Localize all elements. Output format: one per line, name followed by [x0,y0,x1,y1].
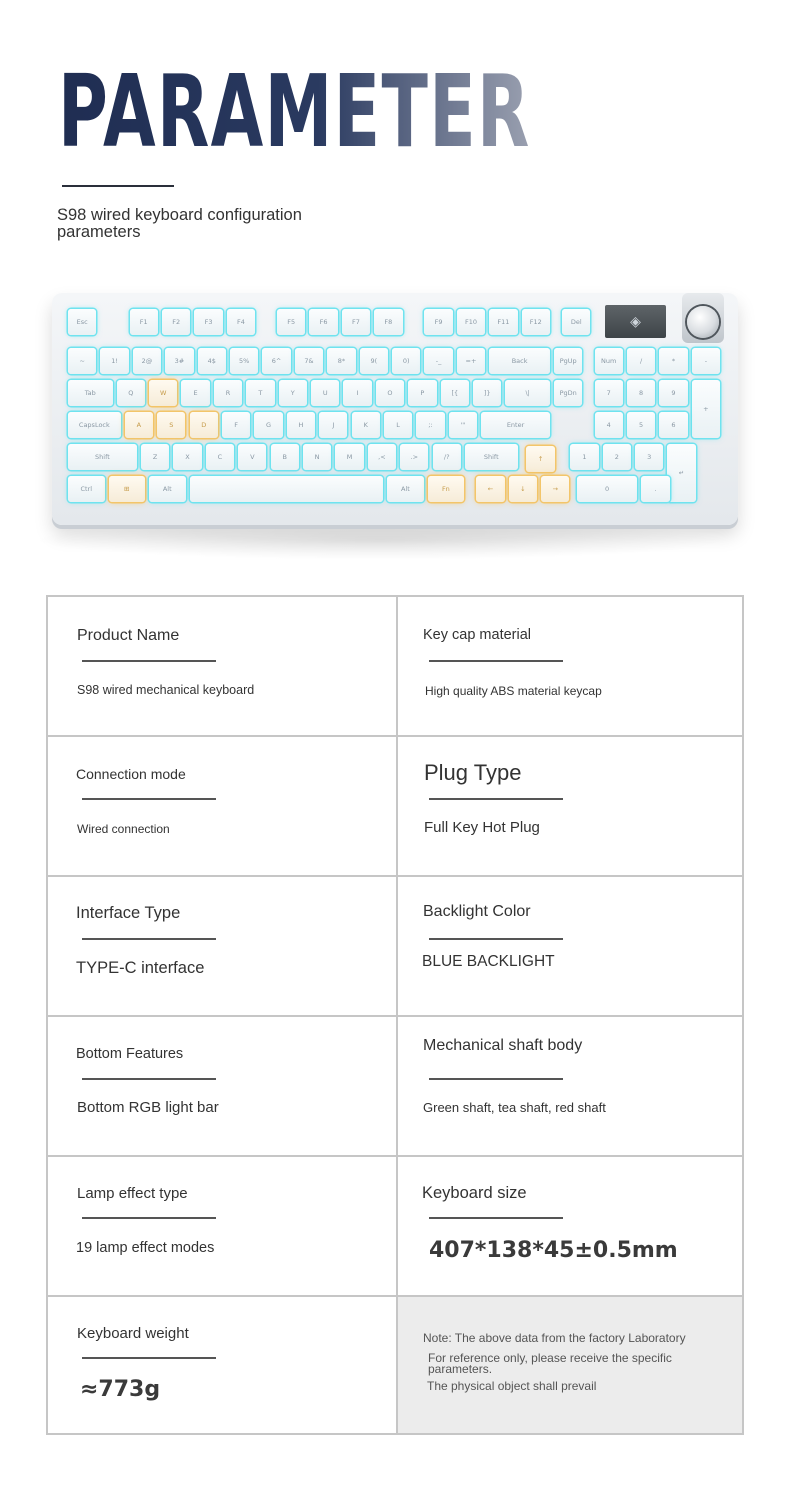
keyboard-key: 2@ [133,348,161,374]
spec-label-keyboard-weight: Keyboard weight [77,1325,189,1342]
keyboard-key: L [384,412,412,438]
keyboard-key: 0) [392,348,420,374]
keyboard-key: ↵ [667,444,695,502]
keyboard-key: 2 [603,444,631,470]
keyboard-key: ↑ [526,446,554,472]
keyboard-key: G [254,412,282,438]
spec-label-keyboard-size: Keyboard size [422,1184,527,1202]
keyboard-key: F9 [424,309,452,335]
brand-logo-icon: ◈ [630,313,641,329]
keyboard-key: A [125,412,153,438]
table-row-divider [48,735,742,737]
spec-label-bottom-features: Bottom Features [76,1046,184,1062]
keyboard-key: ~ [68,348,96,374]
keyboard-key: Z [141,444,169,470]
keyboard-key: W [149,380,177,406]
keyboard-key: Alt [149,476,186,502]
spec-value-keyboard-size: 407*138*45±0.5mm [429,1238,678,1263]
spec-value-mechanical-shaft: Green shaft, tea shaft, red shaft [423,1100,606,1115]
keyboard-key [190,476,384,502]
keyboard-key: . [641,476,669,502]
keyboard-key: F11 [489,309,517,335]
keyboard-key: Q [117,380,145,406]
keyboard-key: 9( [360,348,388,374]
keyboard-key: \| [505,380,550,406]
spec-underline [429,798,563,800]
keyboard-key: 1! [100,348,128,374]
page-subtitle: S98 wired keyboard configuration parameters [57,206,302,241]
keyboard-key: ⊞ [109,476,146,502]
keyboard-key: F8 [374,309,402,335]
keyboard-key: S [157,412,185,438]
spec-value-interface-type: TYPE-C interface [76,959,205,977]
keyboard-key: 3# [165,348,193,374]
spec-underline [429,1217,563,1219]
keyboard-key: CapsLock [68,412,121,438]
keyboard-key: 8* [327,348,355,374]
keyboard-key: F7 [342,309,370,335]
keyboard-key: 5% [230,348,258,374]
keyboard-key: 8 [627,380,655,406]
keyboard-key: U [311,380,339,406]
keyboard-key: ← [476,476,504,502]
spec-underline [82,798,216,800]
keyboard-key: Esc [68,309,96,335]
spec-underline [82,1357,216,1359]
keyboard-key: / [627,348,655,374]
keyboard-key: Y [279,380,307,406]
table-row-divider [48,1155,742,1157]
spec-label-connection-mode: Connection mode [76,766,186,782]
spec-value-plug-type: Full Key Hot Plug [424,819,540,836]
keyboard-key: B [271,444,299,470]
keyboard-display-screen [605,305,666,338]
spec-label-keycap-material: Key cap material [423,627,531,643]
title-underline [62,185,174,187]
keyboard-key: [{ [441,380,469,406]
keyboard-key: X [173,444,201,470]
spec-underline [429,660,563,662]
keyboard-key: Tab [68,380,113,406]
spec-value-keyboard-weight: ≈773g [80,1377,161,1402]
keyboard-key: .> [400,444,428,470]
keyboard-key: V [238,444,266,470]
spec-label-product-name: Product Name [77,627,180,644]
keyboard-key: 7 [595,380,623,406]
volume-knob [682,293,724,343]
keyboard-key: Fn [428,476,465,502]
keyboard-key: ]} [473,380,501,406]
keyboard-key: D [190,412,218,438]
keyboard-key: F3 [194,309,222,335]
keyboard-key: 5 [627,412,655,438]
spec-label-backlight-color: Backlight Color [423,903,531,920]
keyboard-key: Num [595,348,623,374]
spec-table [46,595,744,1435]
keyboard-key: F2 [162,309,190,335]
keyboard-key: 3 [635,444,663,470]
knob-dial-icon [687,306,719,338]
spec-label-mechanical-shaft: Mechanical shaft body [423,1037,583,1054]
keyboard-key: 1 [570,444,598,470]
keyboard-key: F5 [277,309,305,335]
spec-underline [82,660,216,662]
spec-underline [82,1217,216,1219]
keyboard-key: M [335,444,363,470]
keyboard-key: F1 [130,309,158,335]
keyboard-key: Shift [68,444,137,470]
keyboard-key: P [408,380,436,406]
keyboard-key: F10 [457,309,485,335]
keyboard-key: O [376,380,404,406]
keyboard-key: K [352,412,380,438]
note-line-3: The physical object shall prevail [427,1379,597,1393]
spec-label-lamp-effect: Lamp effect type [77,1185,188,1202]
keyboard-key: → [541,476,569,502]
spec-value-product-name: S98 wired mechanical keyboard [77,683,255,697]
keyboard-key: 9 [659,380,687,406]
keyboard-key: Ctrl [68,476,105,502]
keyboard-key: I [343,380,371,406]
keyboard-key: Del [562,309,590,335]
keyboard-key: ;: [416,412,444,438]
keyboard-image [52,293,738,525]
keyboard-key: J [319,412,347,438]
keyboard-key: Back [489,348,550,374]
keyboard-key: ,< [368,444,396,470]
keyboard-key: PgDn [554,380,582,406]
spec-underline [429,1078,563,1080]
keyboard-key: 4 [595,412,623,438]
keyboard-key: 0 [577,476,638,502]
keyboard-key: F [222,412,250,438]
keyboard-key: Enter [481,412,550,438]
keyboard-key: ↓ [509,476,537,502]
keyboard-key: /? [433,444,461,470]
keyboard-key: '" [449,412,477,438]
spec-underline [82,1078,216,1080]
keyboard-key: =+ [457,348,485,374]
keyboard-key: 6^ [262,348,290,374]
keyboard-key: * [659,348,687,374]
spec-label-interface-type: Interface Type [76,904,181,922]
keyboard-key: F4 [227,309,255,335]
spec-underline [82,938,216,940]
keyboard-key: PgUp [554,348,582,374]
keyboard-key: C [206,444,234,470]
keyboard-key: T [246,380,274,406]
spec-label-plug-type: Plug Type [424,760,522,785]
keyboard-key: - [692,348,720,374]
keyboard-key: 7& [295,348,323,374]
table-row-divider [48,875,742,877]
spec-value-bottom-features: Bottom RGB light bar [77,1099,219,1116]
keyboard-key: F6 [309,309,337,335]
spec-value-connection-mode: Wired connection [77,822,170,836]
table-row-divider [48,1295,742,1297]
keyboard-key: Alt [387,476,424,502]
keyboard-key: H [287,412,315,438]
note-line-1: Note: The above data from the factory Laboratory [423,1331,686,1345]
page-title: PARAMETER [58,53,531,170]
keyboard-key: + [692,380,720,438]
keyboard-key: R [214,380,242,406]
note-line-2: For reference only, please receive the specific parameters. [428,1351,672,1376]
spec-value-lamp-effect: 19 lamp effect modes [76,1240,215,1256]
keyboard-shadow [30,520,730,560]
table-row-divider [48,1015,742,1017]
spec-value-backlight-color: BLUE BACKLIGHT [422,953,555,970]
keyboard-key: F12 [522,309,550,335]
keyboard-key: E [181,380,209,406]
keyboard-key: N [303,444,331,470]
spec-value-keycap-material: High quality ABS material keycap [425,684,602,698]
spec-underline [429,938,563,940]
keyboard-key: 6 [659,412,687,438]
keyboard-key: -_ [424,348,452,374]
keyboard-key: Shift [465,444,518,470]
keyboard-key: 4$ [198,348,226,374]
